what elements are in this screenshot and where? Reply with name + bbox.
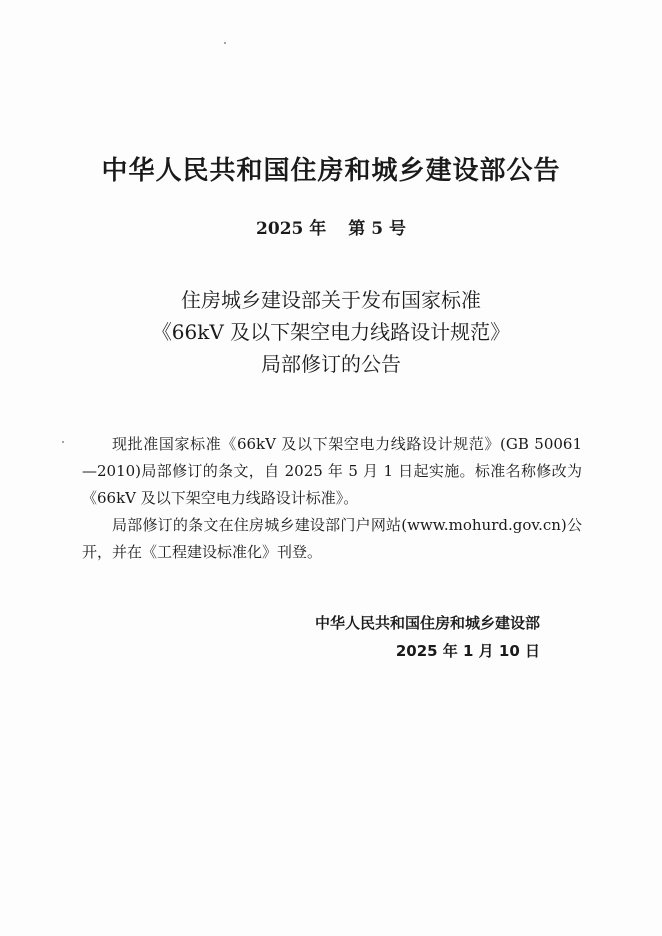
body-paragraph-2: 局部修订的条文在住房城乡建设部门户网站(www.mohurd.gov.cn)公开，并在《工程建设标准化》刊登。 — [82, 516, 582, 561]
announcement-body — [82, 431, 582, 566]
issuer-name: 中华人民共和国住房和城乡建设部 — [314, 614, 540, 632]
body-paragraph-1: 现批准国家标准《66kV 及以下架空电力线路设计规范》(GB 50061—2010)局部修订的条文，自 2025 年 5 月 1 日起实施。标准名称修改为《66kV 及以下架空电力线路设计标准》。 — [82, 435, 582, 507]
scan-speck — [62, 441, 64, 443]
scan-speck — [224, 42, 226, 44]
subject-line-2: 《66kV 及以下架空电力线路设计规范》 — [151, 320, 511, 344]
issue-date: 2025 年 1 月 10 日 — [395, 642, 540, 660]
subject-line-3: 局部修订的公告 — [261, 352, 401, 376]
issue-line — [0, 214, 662, 239]
announcement-subject — [0, 284, 662, 380]
issue-number: 第 5 号 — [348, 219, 406, 239]
announcement-heading: 中华人民共和国住房和城乡建设部公告 — [101, 156, 561, 186]
issue-year: 2025 年 — [256, 219, 327, 239]
signature-block — [315, 609, 540, 665]
subject-line-1: 住房城乡建设部关于发布国家标准 — [181, 288, 481, 312]
